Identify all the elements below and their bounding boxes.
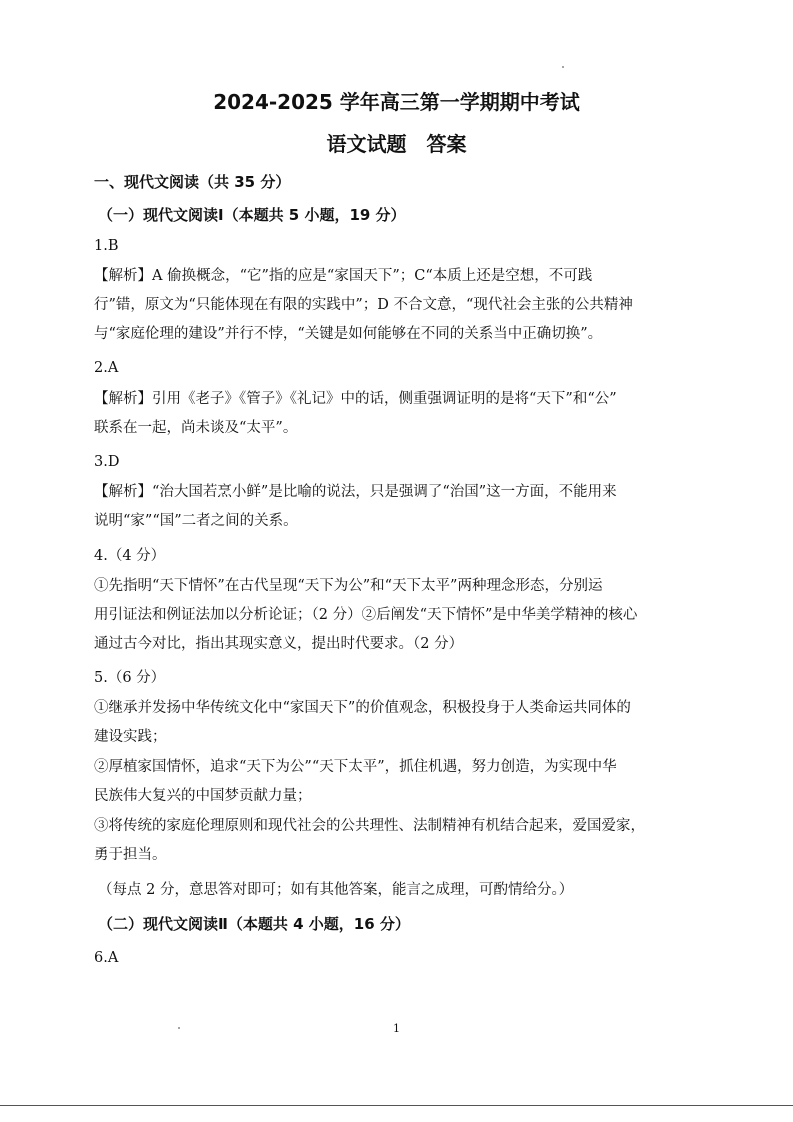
answer-line: 3.D [94, 454, 120, 470]
page-subtitle: 语文试题 答案 [326, 132, 467, 156]
bottom-divider [0, 1105, 793, 1106]
answer-line: 用引证法和例证法加以分析论证；（2 分）②后阐发“天下情怀”是中华美学精神的核心 [94, 607, 638, 623]
answer-line: ①先指明“天下情怀”在古代呈现“天下为公”和“天下太平”两种理念形态，分别运 [94, 578, 603, 594]
answer-line: 联系在一起，尚未谈及“太平”。 [94, 420, 298, 436]
scan-speck [178, 1027, 180, 1029]
answer-line: （每点 2 分，意思答对即可；如有其他答案，能言之成理，可酌情给分。） [98, 882, 574, 898]
answer-line: 建设实践； [94, 729, 167, 745]
answer-line: 【解析】A 偷换概念，“它”指的应是“家国天下”；C“本质上还是空想，不可践 [94, 268, 593, 284]
answer-line: 民族伟大复兴的中国梦贡献力量； [94, 788, 312, 804]
answer-line: ③将传统的家庭伦理原则和现代社会的公共理性、法制精神有机结合起来，爱国爱家， [94, 818, 645, 834]
section-heading: 一、现代文阅读（共 35 分） [94, 173, 291, 191]
answer-line: ②厚植家国情怀，追求“天下为公”“天下太平”，抓住机遇，努力创造，为实现中华 [94, 759, 617, 775]
answer-line: 4.（4 分） [94, 548, 166, 564]
answer-line: 【解析】“治大国若烹小鲜”是比喻的说法，只是强调了“治国”这一方面，不能用来 [94, 484, 617, 500]
answer-line: 通过古今对比，指出其现实意义，提出时代要求。（2 分） [94, 636, 464, 652]
page-title: 2024-2025 学年高三第一学期期中考试 [213, 90, 580, 114]
answer-line: 行”错，原文为“只能体现在有限的实践中”；D 不合文意，“现代社会主张的公共精神 [94, 297, 633, 313]
answer-line: 5.（6 分） [94, 670, 166, 686]
answer-line: 说明“家”“国”二者之间的关系。 [94, 513, 298, 529]
answer-line: 【解析】引用《老子》《管子》《礼记》中的话，侧重强调证明的是将“天下”和“公” [94, 391, 617, 407]
section-heading: （一）现代文阅读Ⅰ（本题共 5 小题，19 分） [98, 206, 406, 224]
page-number: 1 [393, 1022, 400, 1035]
section-heading: （二）现代文阅读Ⅱ（本题共 4 小题，16 分） [98, 915, 410, 933]
answer-line: 1.B [94, 238, 119, 254]
answer-line: 与“家庭伦理的建设”并行不悖，“关键是如何能够在不同的关系当中正确切换”。 [94, 326, 603, 342]
answer-line: 2.A [94, 360, 119, 376]
answer-line: 6.A [94, 950, 119, 966]
answer-line: 勇于担当。 [94, 847, 167, 863]
scan-speck [562, 66, 564, 68]
answer-line: ①继承并发扬中华传统文化中“家国天下”的价值观念，积极投身于人类命运共同体的 [94, 700, 631, 716]
